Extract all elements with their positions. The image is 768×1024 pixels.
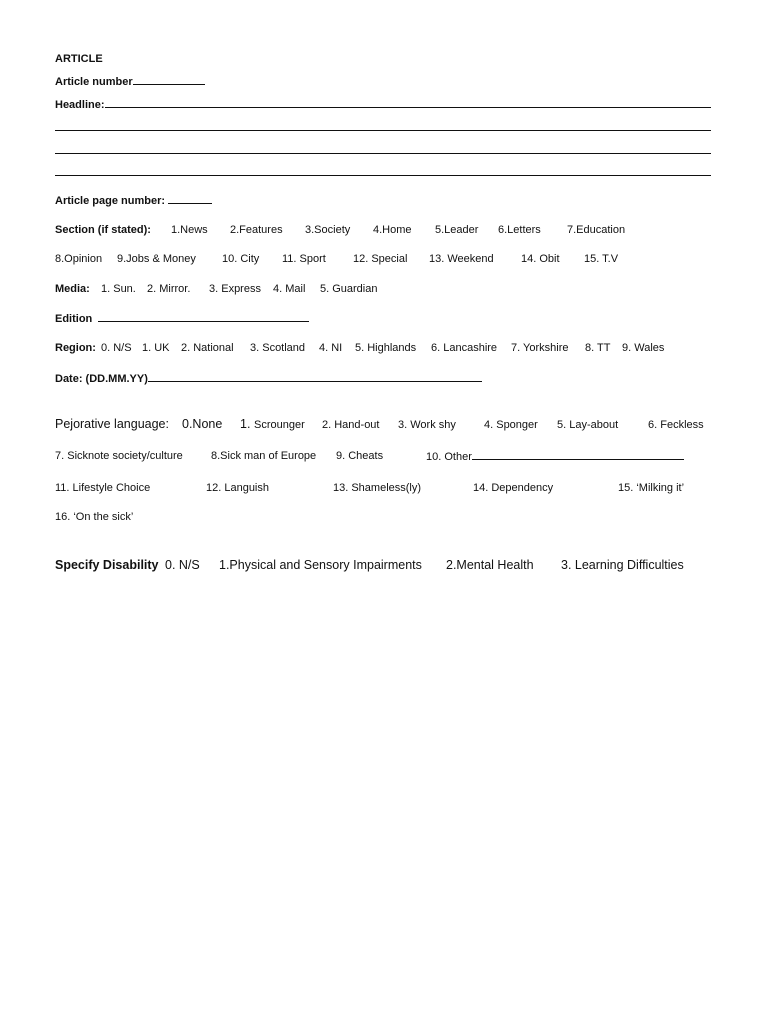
section-option[interactable]: 1.News	[171, 224, 208, 236]
article-number-row	[55, 74, 205, 89]
disability-option[interactable]: 2.Mental Health	[446, 558, 534, 572]
section-option[interactable]: 4.Home	[373, 224, 412, 236]
headline-label: Headline:	[55, 99, 105, 111]
pejorative-other-blank[interactable]	[472, 449, 684, 460]
section-option[interactable]: 5.Leader	[435, 224, 479, 236]
region-option[interactable]: 9. Wales	[622, 342, 665, 354]
section-option[interactable]: 8.Opinion	[55, 253, 103, 265]
media-option[interactable]: 4. Mail	[273, 283, 306, 295]
edition-row	[55, 311, 309, 326]
disability-option[interactable]: 1.Physical and Sensory Impairments	[219, 558, 422, 572]
section-option[interactable]: 2.Features	[230, 224, 283, 236]
disability-option[interactable]: 0. N/S	[165, 558, 200, 572]
region-option[interactable]: 0. N/S	[101, 342, 132, 354]
region-option[interactable]: 8. TT	[585, 342, 611, 354]
section-option[interactable]: 7.Education	[567, 224, 626, 236]
section-option[interactable]: 13. Weekend	[429, 253, 494, 265]
pejorative-option[interactable]: 4. Sponger	[484, 419, 538, 431]
section-option[interactable]: 14. Obit	[521, 253, 560, 265]
pejorative-option[interactable]: 7. Sicknote society/culture	[55, 450, 183, 462]
headline-line-2[interactable]	[55, 130, 711, 131]
pejorative-option-1-num[interactable]: 1.	[240, 417, 251, 431]
headline-line-4[interactable]	[55, 175, 711, 176]
section-option[interactable]: 15. T.V	[584, 253, 619, 265]
section-label: Section (if stated):	[55, 224, 151, 236]
headline-line-3[interactable]	[55, 153, 711, 154]
region-option[interactable]: 6. Lancashire	[431, 342, 498, 354]
article-page-number-row	[55, 193, 212, 208]
pejorative-option[interactable]: 15. ‘Milking it’	[618, 482, 685, 494]
pejorative-other-row	[426, 449, 684, 464]
media-option[interactable]: 5. Guardian	[320, 283, 378, 295]
media-option[interactable]: 1. Sun.	[101, 283, 136, 295]
article-number-label: Article number	[55, 76, 133, 88]
region-option[interactable]: 4. NI	[319, 342, 343, 354]
pejorative-option[interactable]: 5. Lay-about	[557, 419, 619, 431]
region-option[interactable]: 7. Yorkshire	[511, 342, 569, 354]
section-option[interactable]: 12. Special	[353, 253, 408, 265]
headline-row	[55, 97, 711, 112]
pejorative-option[interactable]: 9. Cheats	[336, 450, 384, 462]
pejorative-option[interactable]: 13. Shameless(ly)	[333, 482, 422, 494]
region-option[interactable]: 5. Highlands	[355, 342, 417, 354]
date-row	[55, 371, 482, 386]
pejorative-option[interactable]: 6. Feckless	[648, 419, 704, 431]
pejorative-option[interactable]: 14. Dependency	[473, 482, 554, 494]
headline-blank[interactable]	[105, 97, 711, 108]
pejorative-option[interactable]: 3. Work shy	[398, 419, 456, 431]
pejorative-option[interactable]: 2. Hand-out	[322, 419, 380, 431]
date-blank[interactable]	[148, 371, 482, 382]
region-option[interactable]: 1. UK	[142, 342, 170, 354]
section-option[interactable]: 6.Letters	[498, 224, 541, 236]
edition-label: Edition	[55, 313, 93, 325]
section-option[interactable]: 3.Society	[305, 224, 351, 236]
edition-blank[interactable]	[98, 311, 309, 322]
article-number-blank[interactable]	[133, 74, 205, 85]
pejorative-option[interactable]: 16. ‘On the sick’	[55, 511, 134, 523]
form-title: ARTICLE	[55, 53, 103, 65]
media-option[interactable]: 2. Mirror.	[147, 283, 191, 295]
disability-label: Specify Disability	[55, 558, 159, 572]
region-option[interactable]: 3. Scotland	[250, 342, 306, 354]
pejorative-option[interactable]: 8.Sick man of Europe	[211, 450, 317, 462]
region-label: Region:	[55, 342, 96, 354]
section-option[interactable]: 11. Sport	[282, 253, 326, 265]
article-page-number-label: Article page number:	[55, 195, 166, 207]
pejorative-option[interactable]: 0.None	[182, 417, 223, 431]
pejorative-option[interactable]: 12. Languish	[206, 482, 269, 494]
region-option[interactable]: 2. National	[181, 342, 234, 354]
date-label: Date: (DD.MM.YY)	[55, 373, 148, 385]
pejorative-option[interactable]: 10. Other	[426, 451, 472, 463]
pejorative-option[interactable]: Scrounger	[254, 419, 305, 431]
section-option[interactable]: 9.Jobs & Money	[117, 253, 196, 265]
disability-option[interactable]: 3. Learning Difficulties	[561, 558, 684, 572]
media-label: Media:	[55, 283, 90, 295]
section-option[interactable]: 10. City	[222, 253, 260, 265]
pejorative-option[interactable]: 11. Lifestyle Choice	[55, 482, 151, 494]
media-option[interactable]: 3. Express	[209, 283, 261, 295]
pejorative-label: Pejorative language:	[55, 417, 169, 431]
article-page-number-blank[interactable]	[168, 193, 212, 204]
